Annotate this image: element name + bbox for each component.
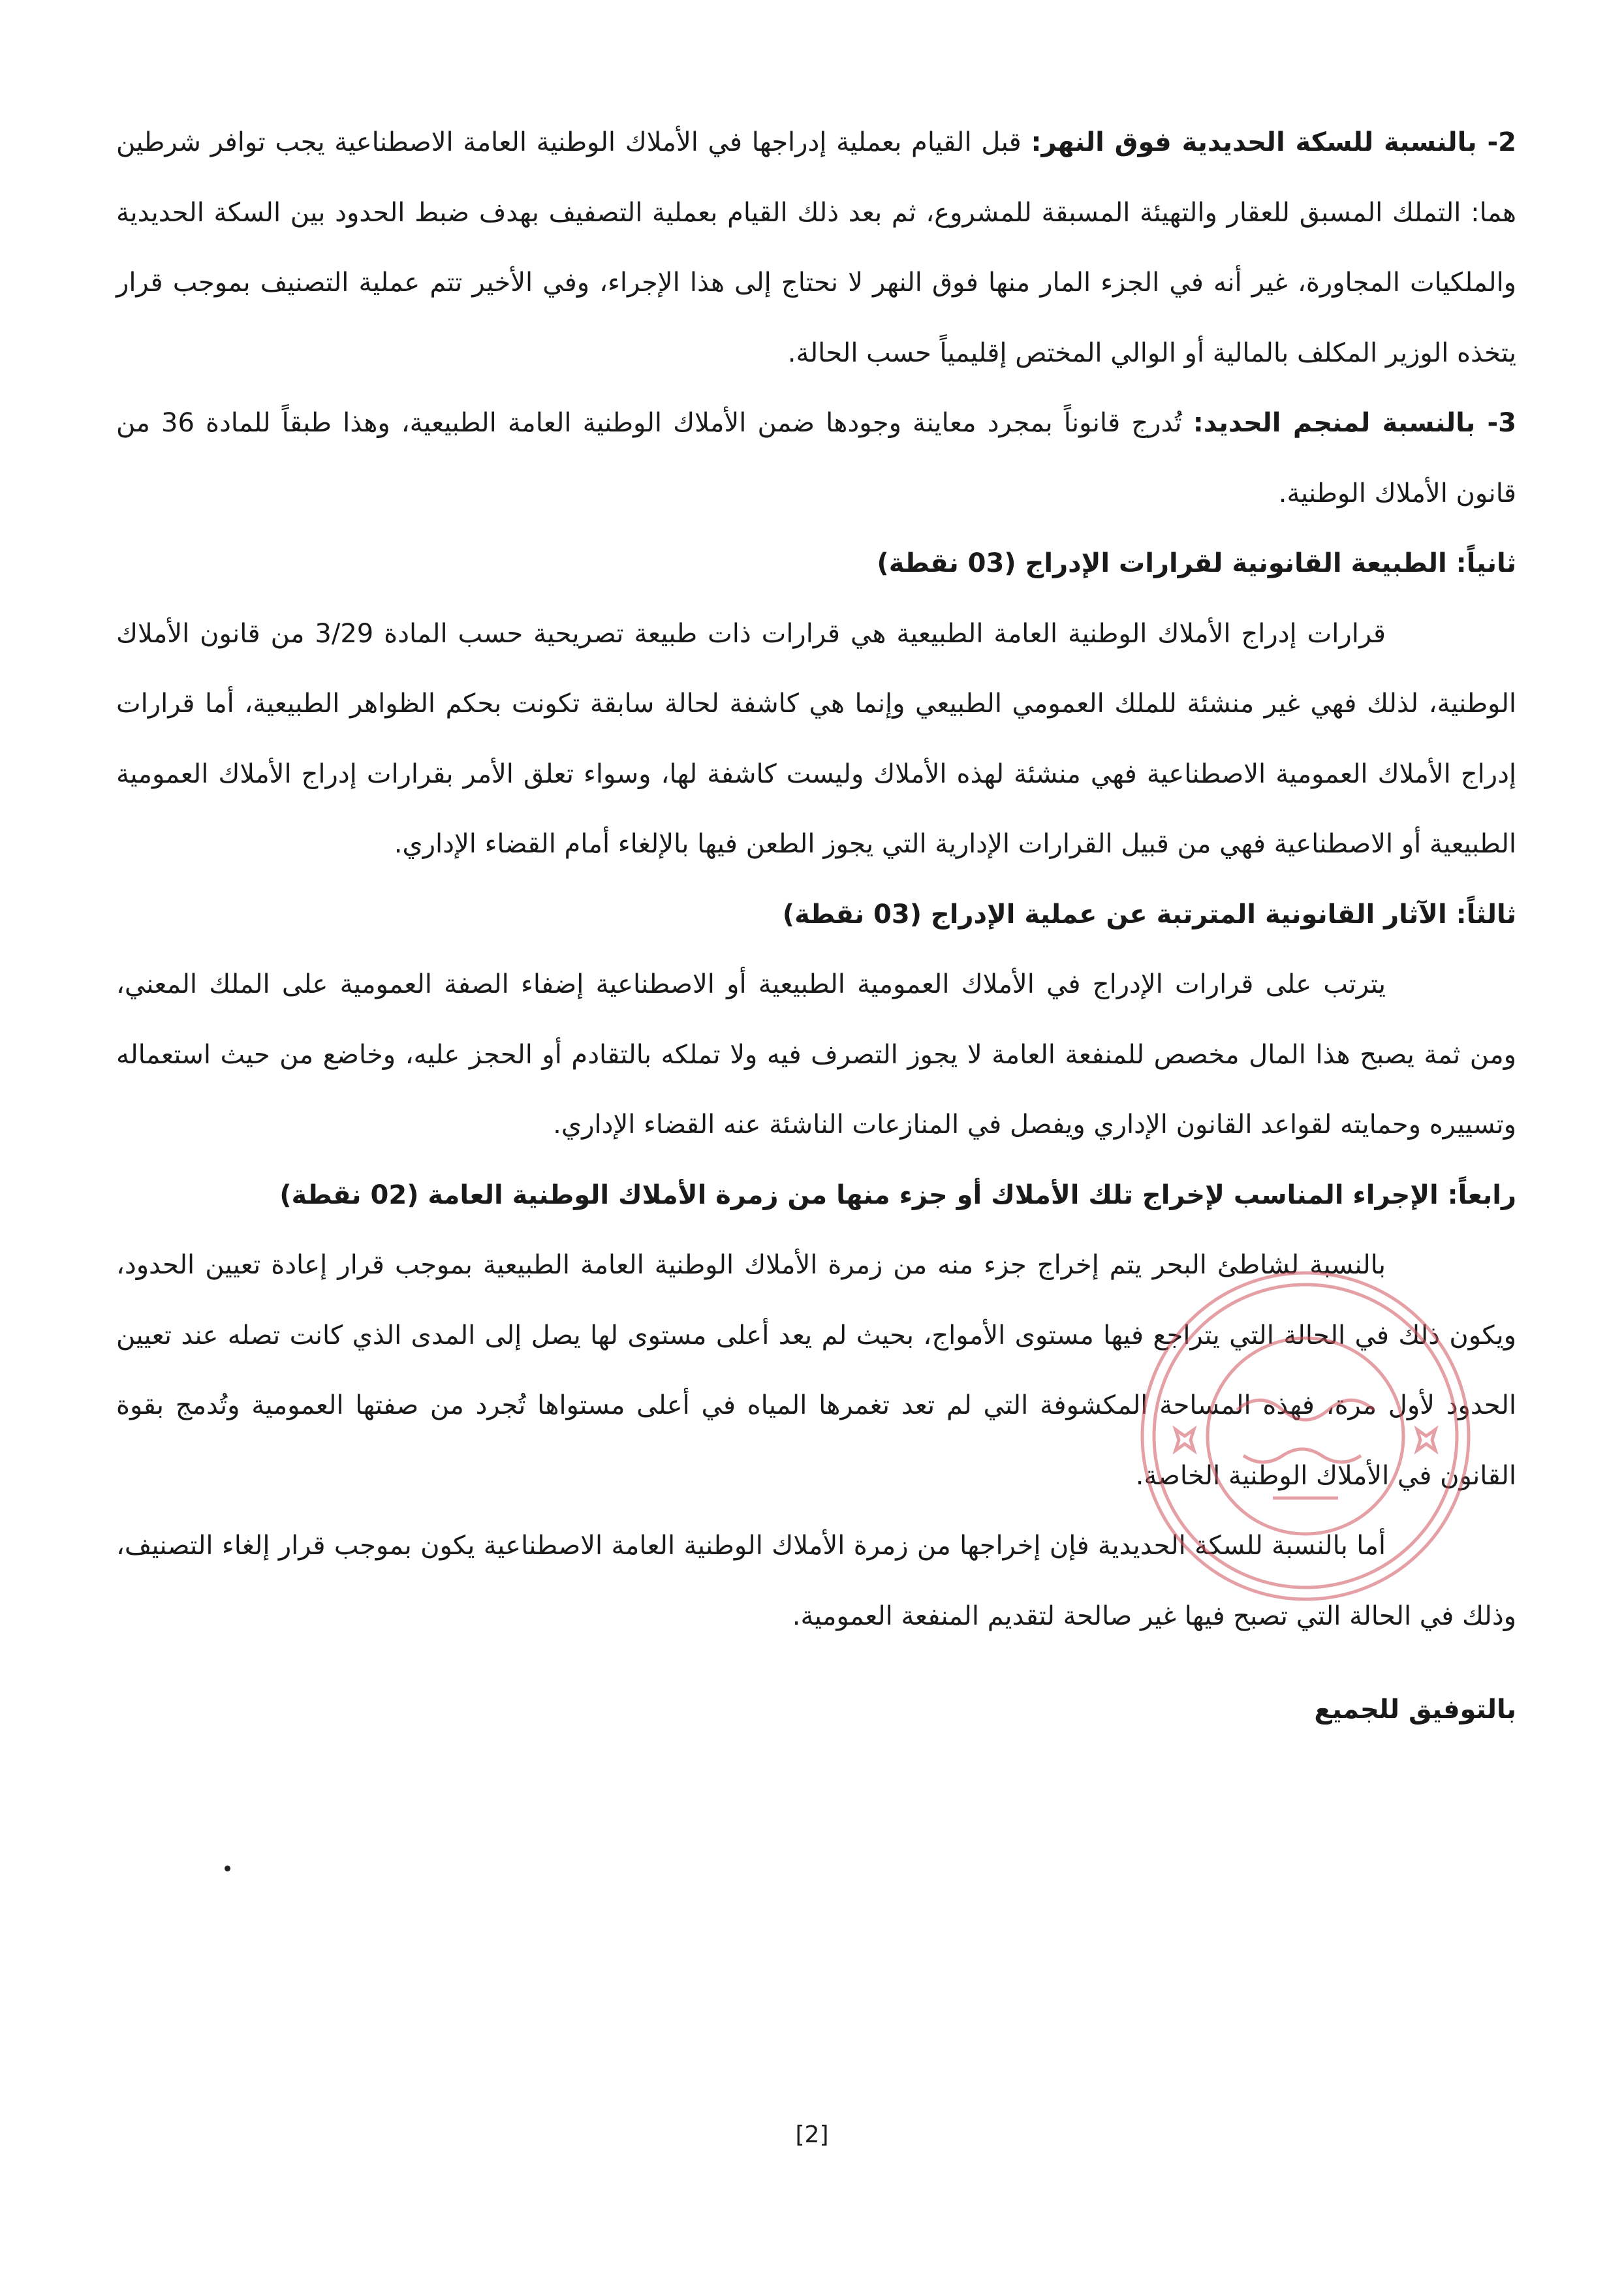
section-4-paragraph-1: بالنسبة لشاطئ البحر يتم إخراج جزء منه من زمرة الأملاك الوطنية العامة الطبيعية بموجب قرار إعادة تعيين الحدود، ويكون ذلك في الحالة التي يتراجع فيها مستوى الأمواج، بحيث لم يعد أعلى مستوى لها يصل إلى المدى الذي كانت تصله عند تعيين الحدود لأول مرة، فهذه المساحة المكشوفة التي لم تعد تغمرها المياه في أعلى مستواها تُجرد من صفتها العمومية وتُدمج بقوة القانون في الأملاك الوطنية الخاصة. xyxy=(116,1250,1516,1491)
section-4-paragraph-2: أما بالنسبة للسكة الحديدية فإن إخراجها من زمرة الأملاك الوطنية العامة الاصطناعية يكون بموجب قرار إلغاء التصنيف، وذلك في الحالة التي تصبح فيها غير صالحة لتقديم المنفعة العمومية. xyxy=(116,1531,1516,1631)
item-3-text: تُدرج قانوناً بمجرد معاينة وجودها ضمن الأملاك الوطنية العامة الطبيعية، وهذا طبقاً للمادة 36 من قانون الأملاك الوطنية. xyxy=(116,408,1516,508)
item-2-paragraph xyxy=(116,108,1516,388)
section-3-heading: ثالثاً: الآثار القانونية المترتبة عن عملية الإدراج (03 نقطة) xyxy=(782,899,1516,930)
section-2-paragraph: قرارات إدراج الأملاك الوطنية العامة الطبيعية هي قرارات ذات طبيعة تصريحية حسب المادة 3/29 من قانون الأملاك الوطنية، لذلك فهي غير منشئة للملك العمومي الطبيعي وإنما هي كاشفة لحالة سابقة تكونت بحكم الظواهر الطبيعية، أما قرارات إدراج الأملاك العمومية الاصطناعية فهي منشئة لهذه الأملاك وليست كاشفة لها، وسواء تعلق الأمر بقرارات إدراج الأملاك العمومية الطبيعية أو الاصطناعية فهي من قبيل القرارات الإدارية التي يجوز الطعن فيها بالإلغاء أمام القضاء الإداري. xyxy=(116,618,1516,859)
item-3-paragraph xyxy=(116,388,1516,529)
section-4-heading: رابعاً: الإجراء المناسب لإخراج تلك الأملاك أو جزء منها من زمرة الأملاك الوطنية العامة (02 نقطة) xyxy=(279,1180,1516,1210)
page-number: [2] xyxy=(795,2121,829,2148)
document-body xyxy=(116,108,1516,1745)
section-2-heading: ثانياً: الطبيعة القانونية لقرارات الإدراج (03 نقطة) xyxy=(877,548,1516,578)
item-3-lead: 3- بالنسبة لمنجم الحديد: xyxy=(1193,408,1516,438)
item-2-text: قبل القيام بعملية إدراجها في الأملاك الوطنية العامة الاصطناعية يجب توافر شرطين هما: التملك المسبق للعقار والتهيئة المسبقة للمشروع، ثم بعد ذلك القيام بعملية التصفيف بهدف ضبط الحدود بين السكة الحديدية والملكيات المجاورة، غير أنه في الجزء المار منها فوق النهر لا نحتاج إلى هذا الإجراء، وفي الأخير تتم عملية التصنيف بموجب قرار يتخذه الوزير المكلف بالمالية أو الوالي المختص إقليمياً حسب الحالة. xyxy=(116,127,1516,368)
item-2-lead: 2- بالنسبة للسكة الحديدية فوق النهر: xyxy=(1031,127,1517,157)
closing-line: بالتوفيق للجميع xyxy=(1314,1695,1516,1725)
stray-ink-dot xyxy=(225,1866,230,1871)
section-3-paragraph: يترتب على قرارات الإدراج في الأملاك العمومية الطبيعية أو الاصطناعية إضفاء الصفة العمومية على الملك المعني، ومن ثمة يصبح هذا المال مخصص للمنفعة العامة لا يجوز التصرف فيه ولا تملكه بالتقادم أو الحجز عليه، وخاضع من حيث استعماله وتسييره وحمايته لقواعد القانون الإداري ويفصل في المنازعات الناشئة عنه القضاء الإداري. xyxy=(116,969,1516,1140)
